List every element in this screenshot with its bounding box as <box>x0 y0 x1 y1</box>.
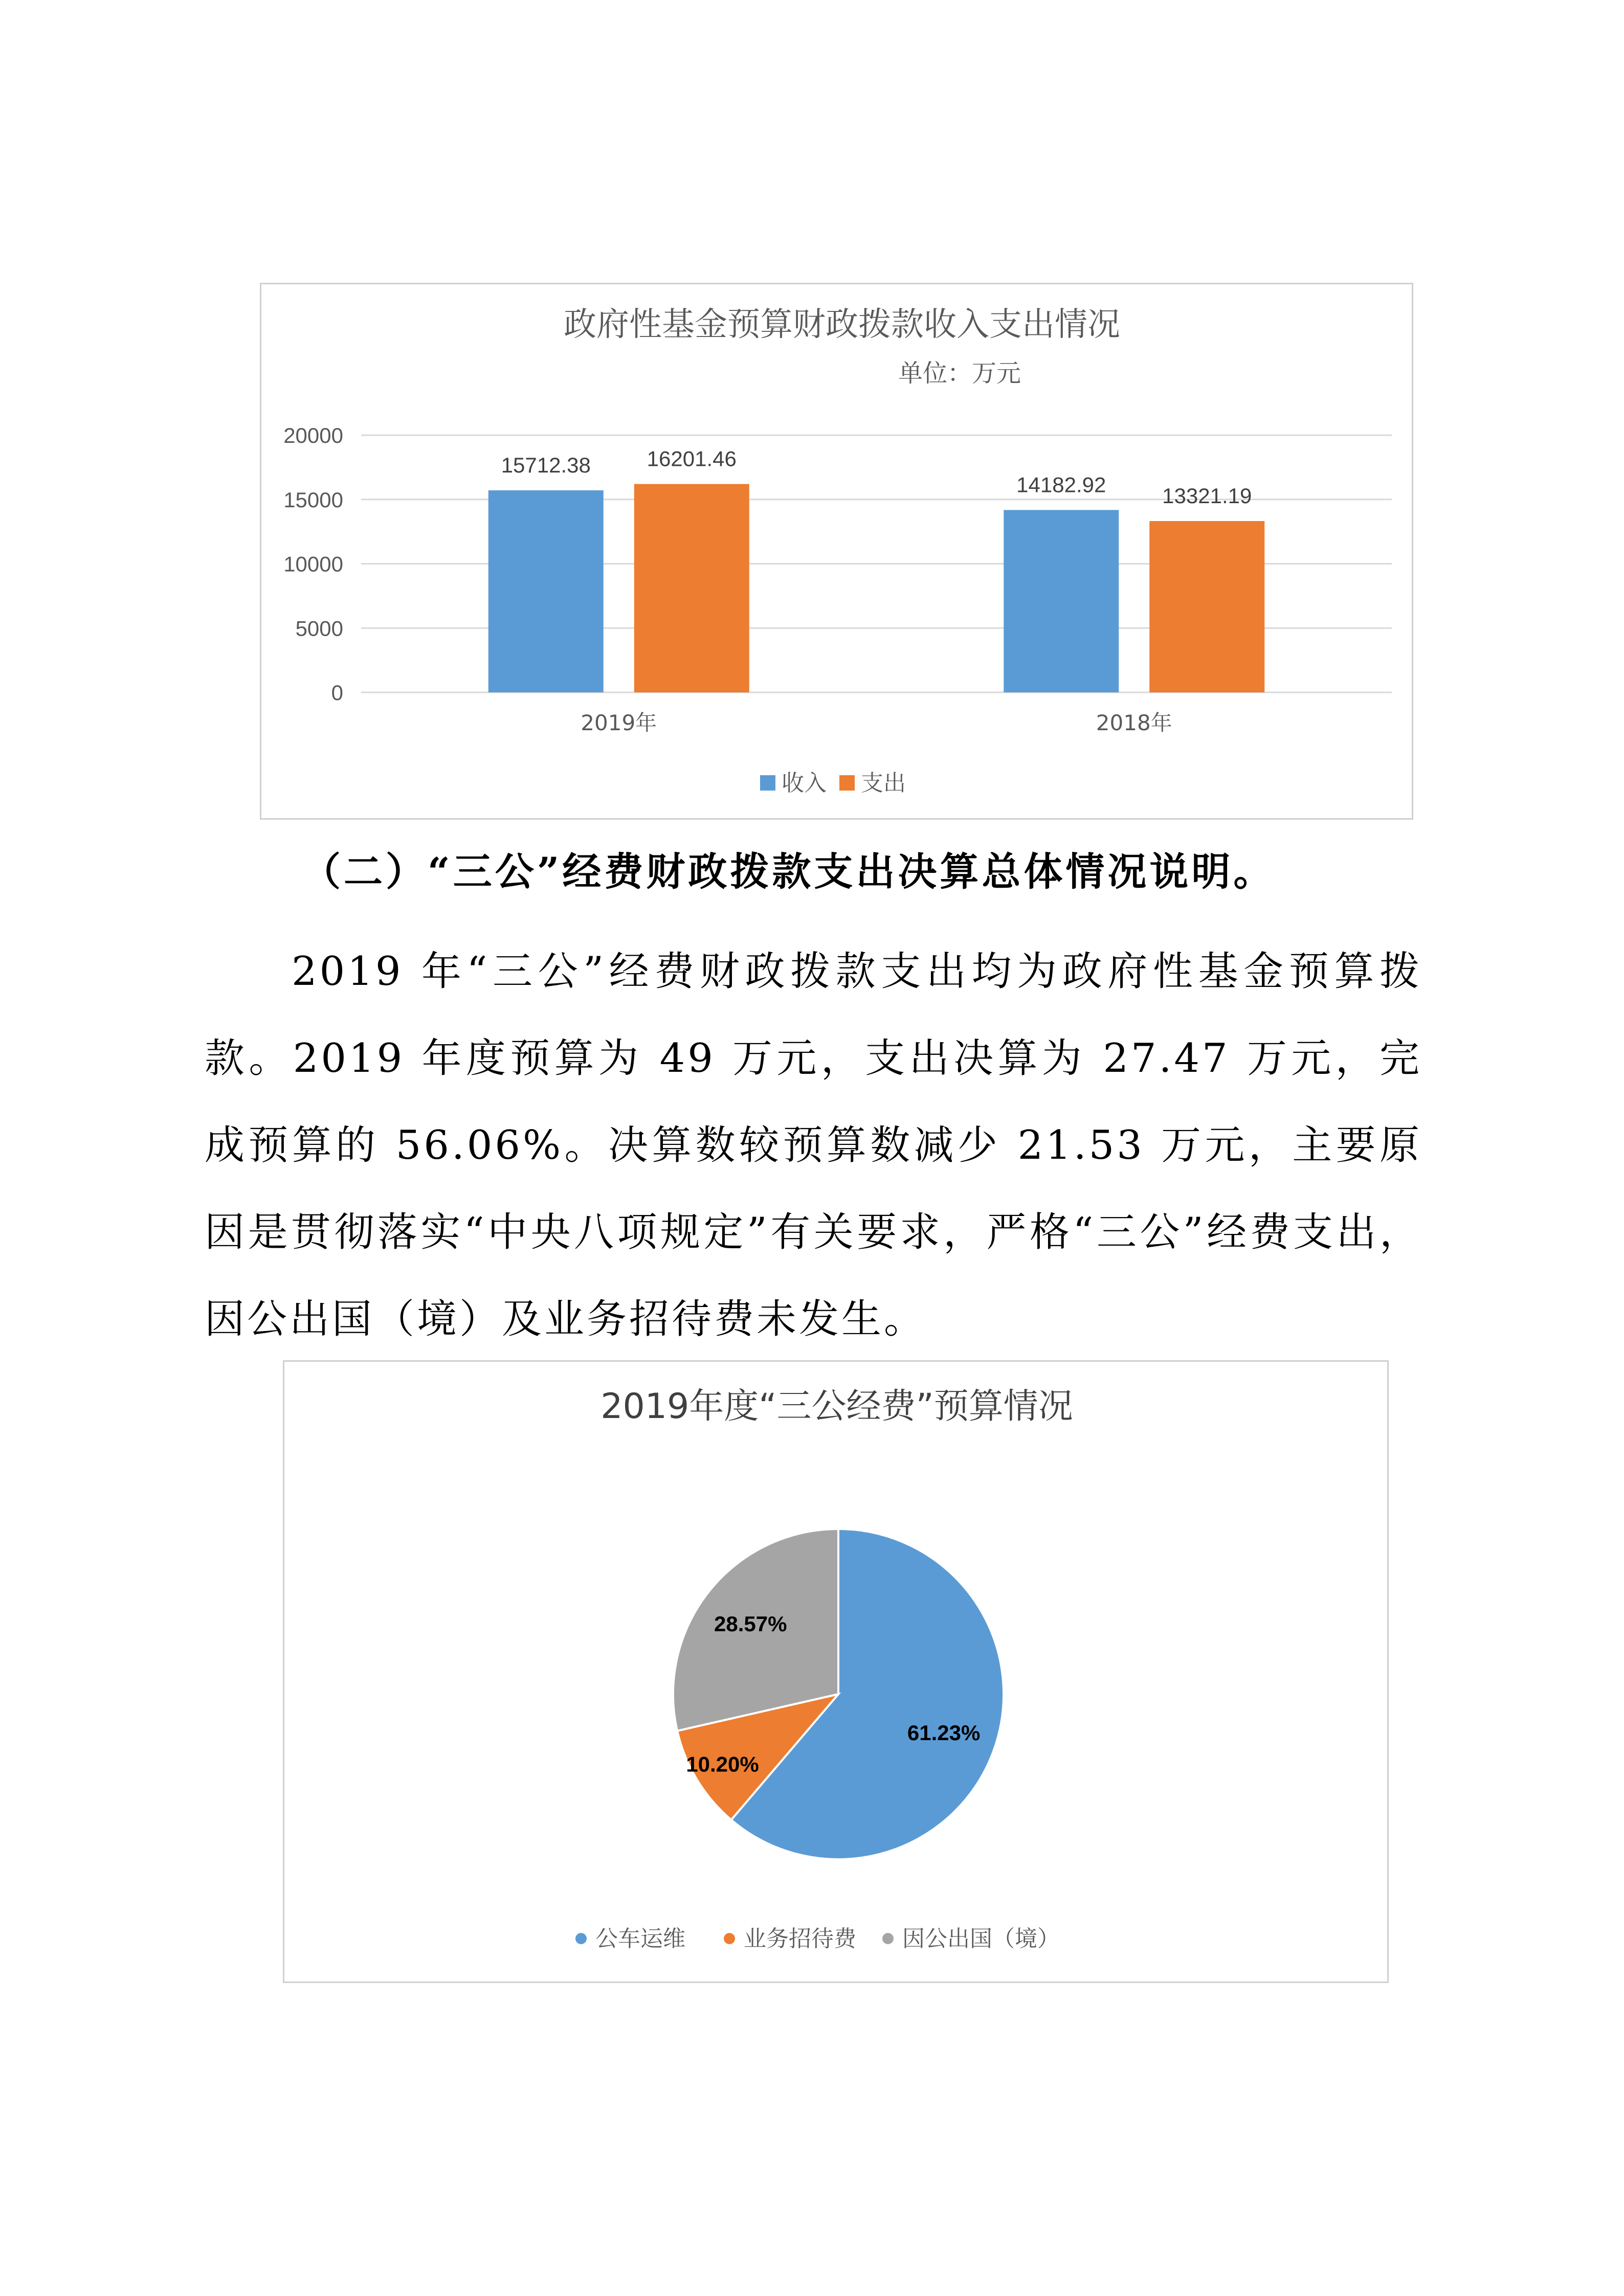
pie-chart-title: 2019年度“三公经费”预算情况 <box>600 1386 1073 1427</box>
bar-data-label: 13321.19 <box>1162 483 1252 508</box>
legend-label: 公车运维 <box>595 1926 685 1952</box>
legend-label: 收入 <box>782 770 827 796</box>
legend-marker <box>575 1933 587 1944</box>
bar-data-label: 16201.46 <box>647 446 737 471</box>
bar-chart-container <box>260 283 1413 820</box>
y-tick-label: 5000 <box>295 616 343 641</box>
bar-data-label: 14182.92 <box>1016 472 1106 497</box>
bar-chart-unit: 单位：万元 <box>898 359 1021 388</box>
legend-swatch <box>839 775 855 791</box>
y-tick-label: 15000 <box>283 487 343 512</box>
pie-data-label: 28.57% <box>714 1612 787 1636</box>
legend-label: 因公出国（境） <box>902 1926 1060 1952</box>
x-tick-label: 2019年 <box>581 710 657 735</box>
legend-marker <box>724 1933 735 1944</box>
bar-chart-title: 政府性基金预算财政拨款收入支出情况 <box>564 306 1120 344</box>
bar <box>1004 510 1119 692</box>
y-tick-label: 20000 <box>283 423 343 447</box>
section-paragraph: 2019 年“三公”经费财政拨款支出均为政府性基金预算拨款。2019 年度预算为 49 万元，支出决算为 27.47 万元，完成预算的 56.06%。决算数较预算数减少 21.53 万元，主要原因是贯彻落实“中央八项规定”有关要求，严格“三公”经费支出，因公出国（境）及业务招待费未发生。 <box>205 949 1422 1342</box>
y-tick-label: 0 <box>331 681 343 705</box>
bar-chart <box>261 284 1415 821</box>
x-tick-label: 2018年 <box>1096 710 1172 735</box>
legend-marker <box>882 1933 894 1944</box>
legend-label: 业务招待费 <box>744 1926 856 1952</box>
y-tick-label: 10000 <box>283 552 343 576</box>
bar-data-label: 15712.38 <box>501 453 591 477</box>
pie-data-label: 61.23% <box>907 1720 981 1745</box>
bar <box>488 490 604 692</box>
section-heading: （二）“三公”经费财政拨款支出决算总体情况说明。 <box>302 849 1276 894</box>
pie-chart-container <box>283 1360 1389 1983</box>
legend-label: 支出 <box>861 770 906 796</box>
legend-swatch <box>760 775 775 791</box>
bar <box>1149 521 1264 692</box>
pie-data-label: 10.20% <box>686 1752 759 1776</box>
bar <box>634 484 749 692</box>
pie-chart <box>284 1362 1390 1985</box>
